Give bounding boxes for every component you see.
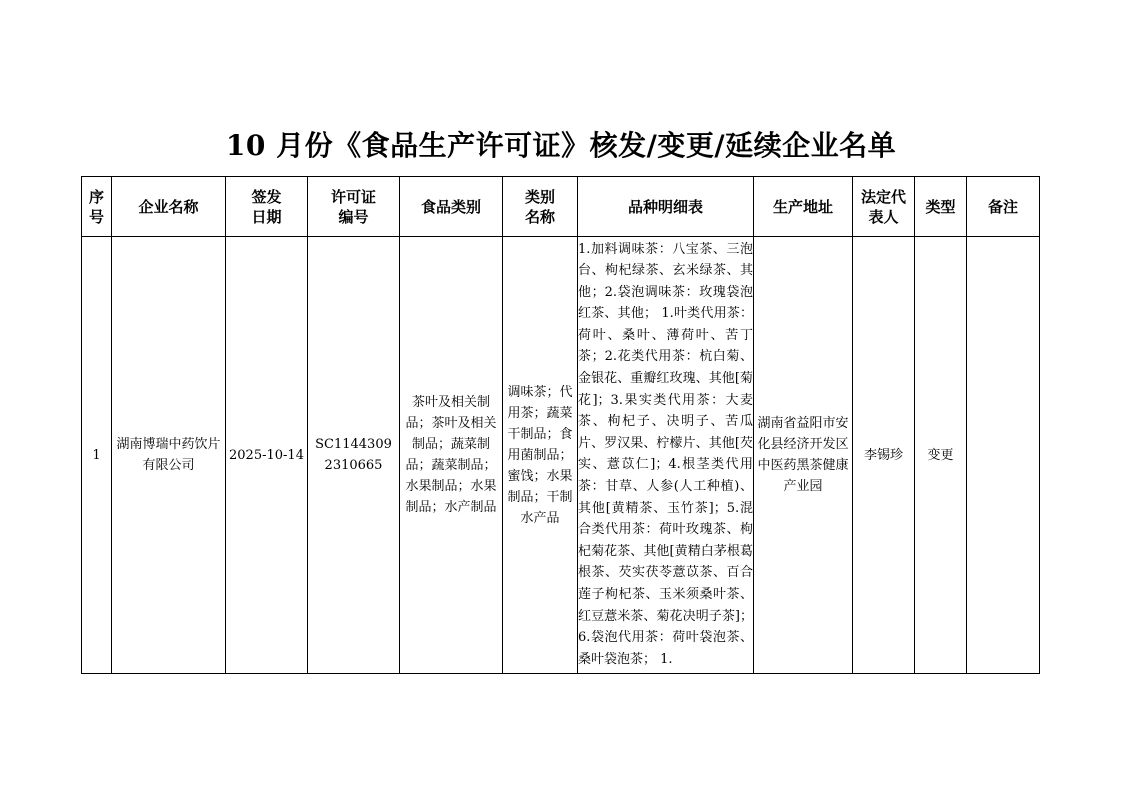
cell-category-name: 调味茶；代用茶；蔬菜干制品；食用菌制品；蜜饯；水果制品；干制水产品 bbox=[503, 237, 578, 674]
page-title: 10 月份《食品生产许可证》核发/变更/延续企业名单 bbox=[225, 129, 897, 162]
cell-issue-date: 2025-10-14 bbox=[226, 237, 308, 674]
header-category-name: 类别名称 bbox=[503, 177, 578, 237]
header-remark: 备注 bbox=[967, 177, 1040, 237]
header-variety-detail: 品种明细表 bbox=[578, 177, 754, 237]
header-seq: 序号 bbox=[82, 177, 112, 237]
cell-type: 变更 bbox=[915, 237, 967, 674]
variety-detail-text: 1.加料调味茶：八宝茶、三泡台、枸杞绿茶、玄米绿茶、其他；2.袋泡调味茶：玫瑰袋泡红茶、其他； 1.叶类代用茶：荷叶、桑叶、薄荷叶、苦丁茶；2.花类代用茶：杭白菊、金银花、重瓣红玫瑰、其他[菊花]；3.果实类代用茶：大麦茶、枸杞子、决明子、苦瓜片、罗汉果、柠檬片、其他[芡实、薏苡仁]；4.根茎类代用茶：甘草、人参(人工种植)、其他[黄精茶、玉竹茶]；5.混合类代用茶：荷叶玫瑰茶、枸杞菊花茶、其他[黄精白茅根葛根茶、芡实茯苓薏苡茶、百合莲子枸杞茶、玉米须桑叶茶、红豆薏米茶、菊花决明子茶]；6.袋泡代用茶：荷叶袋泡茶、桑叶袋泡茶； 1. bbox=[578, 241, 753, 667]
header-legal-rep: 法定代表人 bbox=[853, 177, 915, 237]
header-company: 企业名称 bbox=[112, 177, 226, 237]
header-license-no: 许可证编号 bbox=[308, 177, 400, 237]
header-issue-date: 签发日期 bbox=[226, 177, 308, 237]
header-type: 类型 bbox=[915, 177, 967, 237]
cell-legal-rep: 李锡珍 bbox=[853, 237, 915, 674]
header-food-category: 食品类别 bbox=[400, 177, 503, 237]
license-table bbox=[81, 176, 1040, 674]
cell-seq: 1 bbox=[82, 237, 112, 674]
cell-variety-detail bbox=[578, 237, 754, 674]
cell-license-no: SC11443092310665 bbox=[308, 237, 400, 674]
cell-address: 湖南省益阳市安化县经济开发区中医药黑茶健康产业园 bbox=[754, 237, 853, 674]
table-row bbox=[82, 237, 1040, 674]
table-header-row bbox=[82, 177, 1040, 237]
header-address: 生产地址 bbox=[754, 177, 853, 237]
cell-company: 湖南博瑞中药饮片有限公司 bbox=[112, 237, 226, 674]
cell-food-category: 茶叶及相关制品；茶叶及相关制品；蔬菜制品；蔬菜制品；水果制品；水果制品；水产制品 bbox=[400, 237, 503, 674]
cell-remark bbox=[967, 237, 1040, 674]
